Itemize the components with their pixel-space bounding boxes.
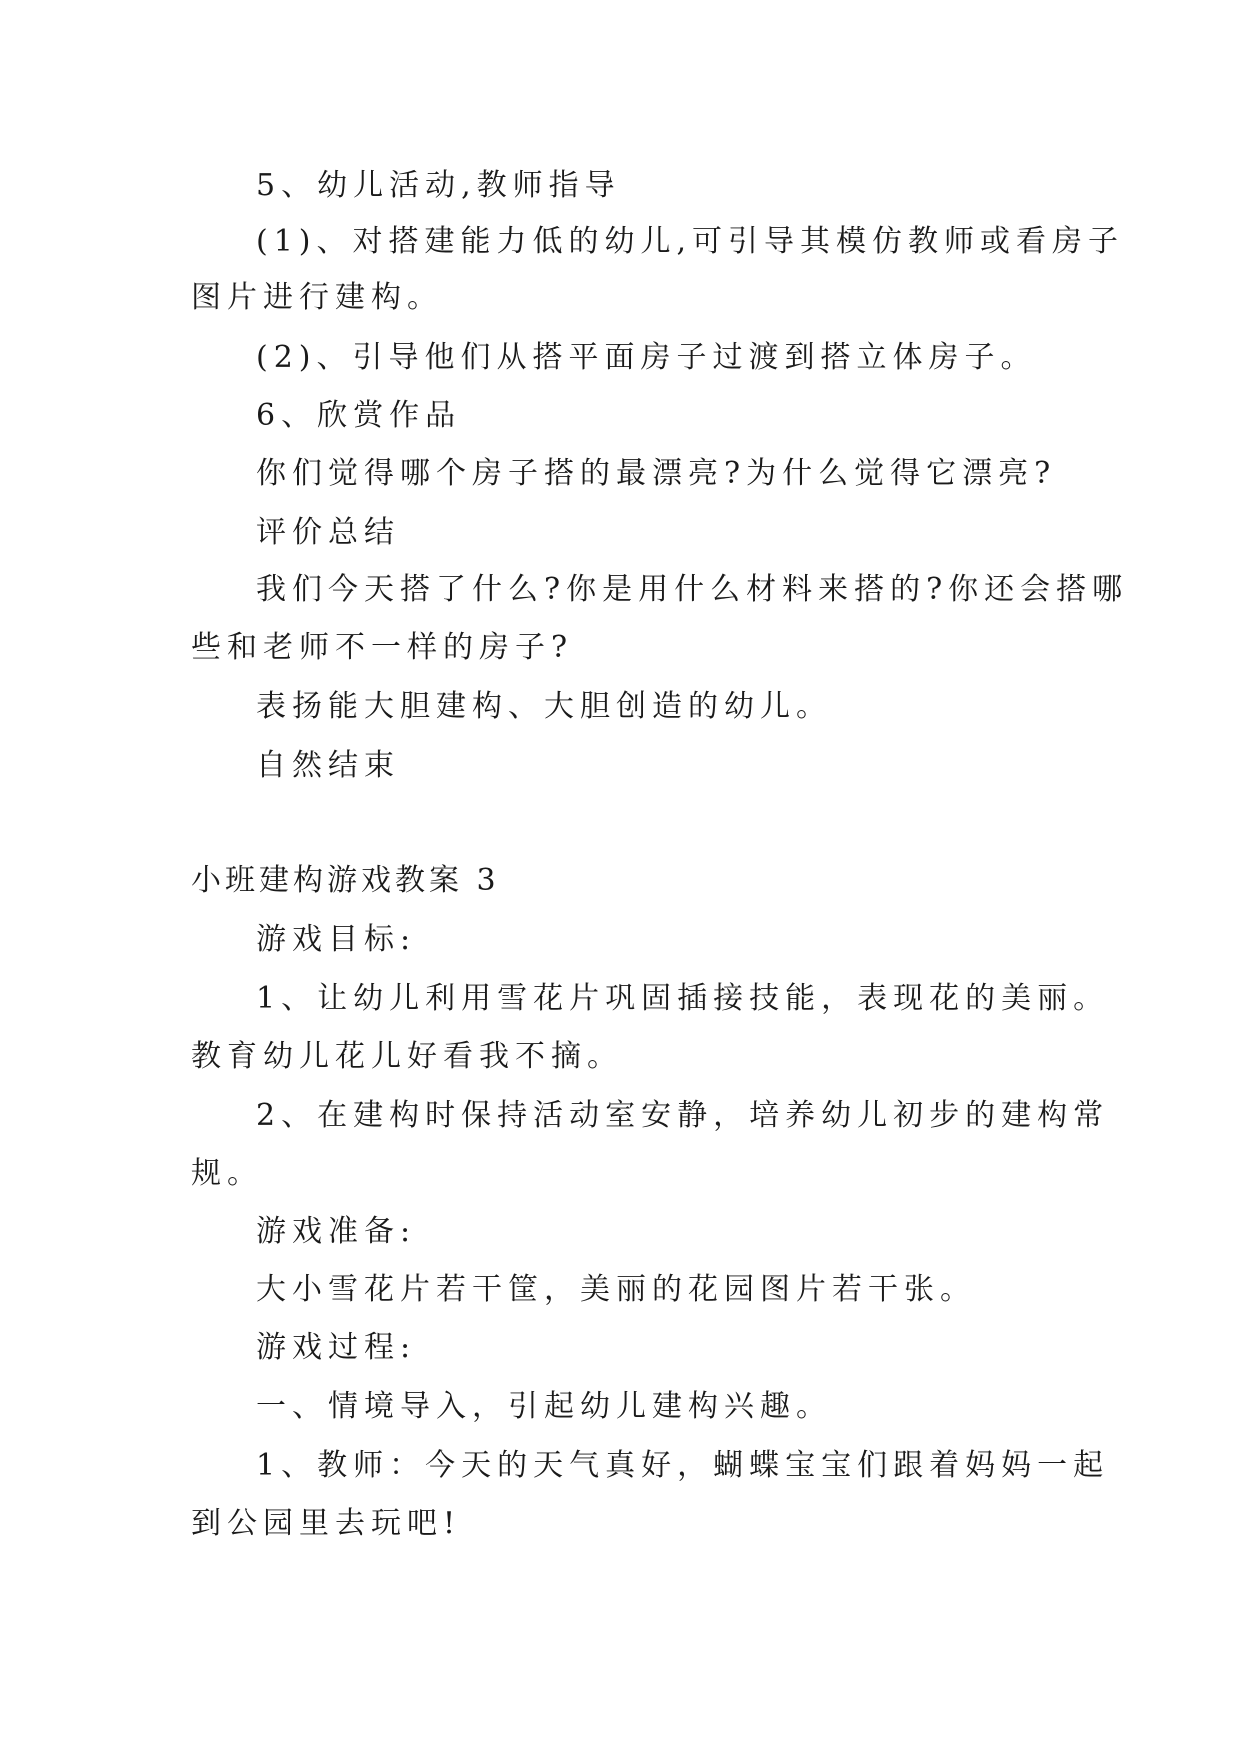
paragraph-line: (1)、对搭建能力低的幼儿,可引导其模仿教师或看房子 <box>256 224 1125 259</box>
paragraph-line: 自然结束 <box>256 748 400 783</box>
paragraph-line: 2、在建构时保持活动室安静，培养幼儿初步的建构常 <box>256 1098 1110 1133</box>
paragraph-line: 些和老师不一样的房子? <box>191 630 574 665</box>
paragraph-line: 大小雪花片若干筐，美丽的花园图片若干张。 <box>256 1272 976 1307</box>
paragraph-line: 到公园里去玩吧! <box>191 1506 462 1541</box>
paragraph-line: 5、幼儿活动,教师指导 <box>256 168 621 203</box>
paragraph-line: 教育幼儿花儿好看我不摘。 <box>191 1039 623 1074</box>
paragraph-line: 6、欣赏作品 <box>256 398 462 433</box>
paragraph-line: 我们今天搭了什么?你是用什么材料来搭的?你还会搭哪 <box>256 572 1129 607</box>
paragraph-line: 游戏目标: <box>256 922 417 957</box>
paragraph-line: 一、情境导入，引起幼儿建构兴趣。 <box>256 1389 832 1424</box>
paragraph-line: 表扬能大胆建构、大胆创造的幼儿。 <box>256 689 832 724</box>
paragraph-line: 1、教师：今天的天气真好，蝴蝶宝宝们跟着妈妈一起 <box>256 1448 1110 1483</box>
paragraph-line: 图片进行建构。 <box>191 280 443 315</box>
paragraph-line: 你们觉得哪个房子搭的最漂亮?为什么觉得它漂亮? <box>256 456 1057 491</box>
paragraph-line: 规。 <box>191 1156 263 1191</box>
paragraph-line: 游戏过程: <box>256 1330 417 1365</box>
paragraph-line: 游戏准备: <box>256 1214 417 1249</box>
paragraph-line: 评价总结 <box>256 515 400 550</box>
paragraph-line: (2)、引导他们从搭平面房子过渡到搭立体房子。 <box>256 340 1037 375</box>
paragraph-line: 1、让幼儿利用雪花片巩固插接技能，表现花的美丽。 <box>256 981 1110 1016</box>
section-title: 小班建构游戏教案 3 <box>191 863 500 898</box>
